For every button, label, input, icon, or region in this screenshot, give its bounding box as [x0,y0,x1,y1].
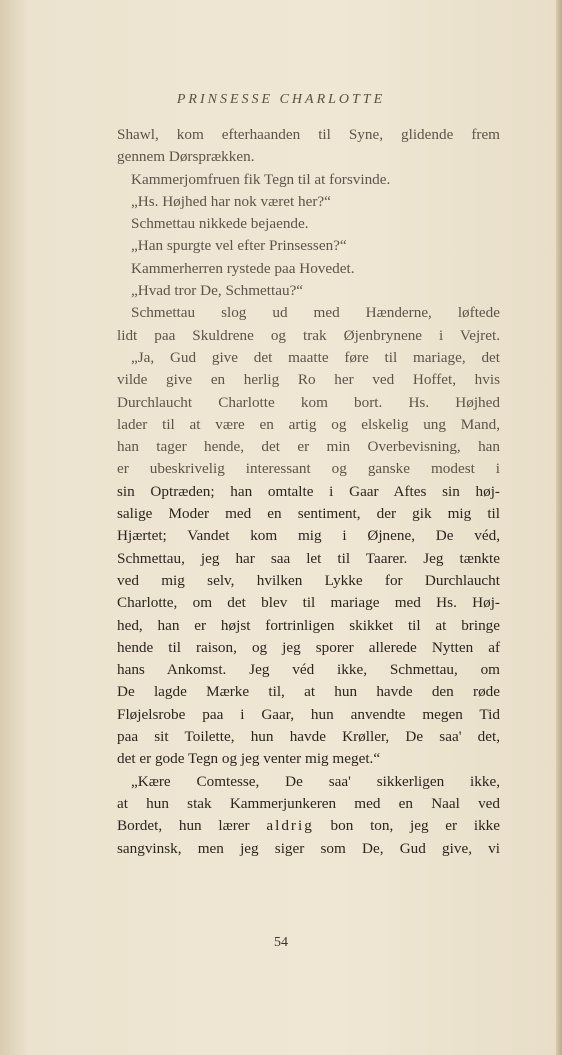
text-line: Kammerjomfruen fik Tegn til at forsvinde. [131,170,391,188]
text-line: Shawl, kom efterhaanden til Syne, glidende frem [117,126,500,143]
text-line: det er gode Tegn og jeg venter mig meget.“ [117,750,381,768]
text-line: hans Ankomst. Jeg véd ikke, Schmettau, om [117,661,500,679]
text-line: Schmettau slog ud med Hænderne, løftede [131,304,500,322]
text-line: Charlotte, om det blev til mariage med Hs. Høj- [117,594,500,612]
text-line: at hun stak Kammerjunkeren med en Naal ved [117,794,500,812]
text-line: Schmettau nikkede bejaende. [131,215,309,233]
text-line: Durchlaucht Charlotte kom bort. Hs. Højhed [117,393,500,411]
body-text [117,124,500,860]
text-line: han tager hende, det er min Overbevisning, han [117,438,500,456]
text-line: Fløjelsrobe paa i Gaar, hun anvendte megen Tid [117,705,500,723]
text-line: De lagde Mærke til, at hun havde den røde [117,683,500,701]
text-line: „Ja, Gud give det maatte føre til mariage, det [131,348,500,366]
text-line: paa sit Toilette, hun havde Krøller, De saa' det, [117,728,500,746]
text-line: lidt paa Skuldrene og trak Øjenbrynene i Vejret. [117,326,500,344]
text-line: „Han spurgte vel efter Prinsessen?“ [131,237,347,255]
text-line: vilde give en herlig Ro her ved Hoffet, hvis [117,371,500,389]
text-line: Schmettau, jeg har saa let til Taarer. Jeg tænkte [117,549,500,567]
text-line: Kammerherren rystede paa Hovedet. [131,259,355,277]
running-head: PRINSESSE CHARLOTTE [176,92,386,107]
emphasized-word: aldrig [266,817,314,835]
text-line: „Hs. Højhed har nok været her?“ [131,192,331,210]
page-edge [556,0,562,1055]
text-line: sangvinsk, men jeg siger som De, Gud give, vi [117,839,500,857]
text-line: sin Optræden; han omtalte i Gaar Aftes sin høj- [117,482,500,500]
page-number: 54 [274,935,288,950]
text-line: salige Moder med en sentiment, der gik mig til [117,505,500,523]
text-line: Bordet, hun lærer aldrig bon ton, jeg er ikke [117,817,500,835]
text-line: gennem Dørsprækken. [117,148,255,166]
text-line: lader til at være en artig og elskelig ung Mand, [117,415,500,433]
text-line: er ubeskrivelig interessant og ganske modest i [117,460,500,478]
text-line: hed, han er højst fortrinligen skikket til at bringe [117,616,500,634]
text-line: hende til raison, og jeg sporer allerede Nytten af [117,638,500,656]
text-line: „Kære Comtesse, De saa' sikkerligen ikke, [131,772,500,790]
text-line: ved mig selv, hvilken Lykke for Durchlaucht [117,571,500,589]
text-line: „Hvad tror De, Schmettau?“ [131,282,304,300]
text-line: Hjærtet; Vandet kom mig i Øjnene, De véd, [117,527,500,545]
